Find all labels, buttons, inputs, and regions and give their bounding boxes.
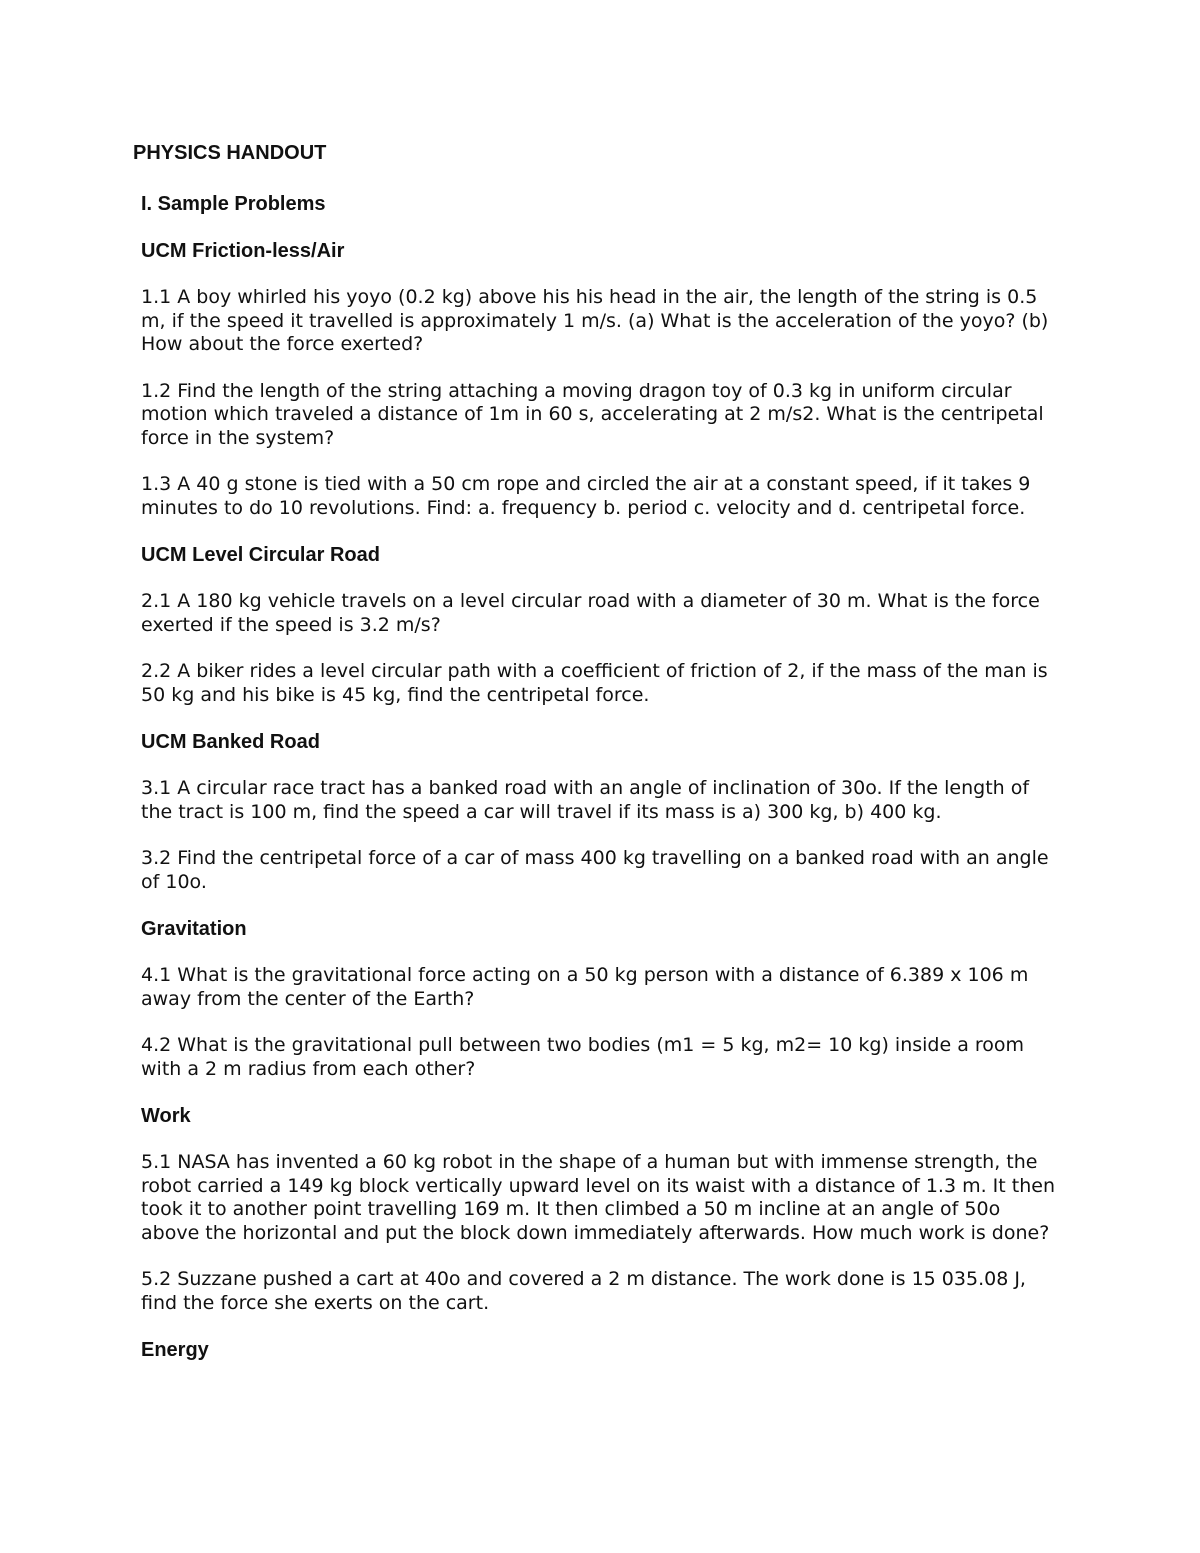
problem-3-2: 3.2 Find the centripetal force of a car of mass 400 kg travelling on a banked road with an angle of 10o. xyxy=(141,847,1049,893)
section-heading-ucm-level-road: UCM Level Circular Road xyxy=(141,544,380,566)
problem-1-3: 1.3 A 40 g stone is tied with a 50 cm rope and circled the air at a constant speed, if it takes 9 minutes to do 10 revolutions. Find: a. frequency b. period c. velocity and d. centripetal force. xyxy=(141,473,1031,519)
section-heading-ucm-banked-road: UCM Banked Road xyxy=(141,731,320,753)
problem-1-1: 1.1 A boy whirled his yoyo (0.2 kg) above his his head in the air, the length of the string is 0.5 m, if the speed it travelled is approximately 1 m/s. (a) What is the acceleration of the yoyo? (b) How about the force exerted? xyxy=(141,286,1049,355)
section-heading-ucm-frictionless: UCM Friction-less/Air xyxy=(141,240,345,262)
document-title: PHYSICS HANDOUT xyxy=(133,142,327,164)
problem-2-2: 2.2 A biker rides a level circular path with a coefficient of friction of 2, if the mass of the man is 50 kg and his bike is 45 kg, find the centripetal force. xyxy=(141,660,1048,706)
part-heading: I. Sample Problems xyxy=(141,193,326,215)
problem-4-1: 4.1 What is the gravitational force acting on a 50 kg person with a distance of 6.389 x 106 m away from the center of the Earth? xyxy=(141,964,1029,1010)
document-content xyxy=(133,140,1061,1385)
section-heading-energy: Energy xyxy=(141,1339,209,1361)
problem-3-1: 3.1 A circular race tract has a banked road with an angle of inclination of 30o. If the length of the tract is 100 m, find the speed a car will travel if its mass is a) 300 kg, b) 400 kg. xyxy=(141,777,1030,823)
problem-4-2: 4.2 What is the gravitational pull between two bodies (m1 = 5 kg, m2= 10 kg) inside a room with a 2 m radius from each other? xyxy=(141,1034,1025,1080)
problem-2-1: 2.1 A 180 kg vehicle travels on a level circular road with a diameter of 30 m. What is the force exerted if the speed is 3.2 m/s? xyxy=(141,590,1040,636)
section-heading-gravitation: Gravitation xyxy=(141,918,247,940)
section-heading-work: Work xyxy=(141,1105,191,1127)
problem-1-2: 1.2 Find the length of the string attaching a moving dragon toy of 0.3 kg in uniform circular motion which traveled a distance of 1m in 60 s, accelerating at 2 m/s2. What is the centripetal force in the system? xyxy=(141,379,1044,449)
problem-5-2: 5.2 Suzzane pushed a cart at 40o and covered a 2 m distance. The work done is 15 035.08 J, find the force she exerts on the cart. xyxy=(141,1268,1026,1314)
problem-5-1: 5.1 NASA has invented a 60 kg robot in the shape of a human but with immense strength, the robot carried a 149 kg block vertically upward level on its waist with a distance of 1.3 m. It then took it to another point travelling 169 m. It then climbed a 50 m incline at an angle of 50o above the horizontal and put the block down immediately afterwards. How much work is done? xyxy=(141,1151,1055,1244)
